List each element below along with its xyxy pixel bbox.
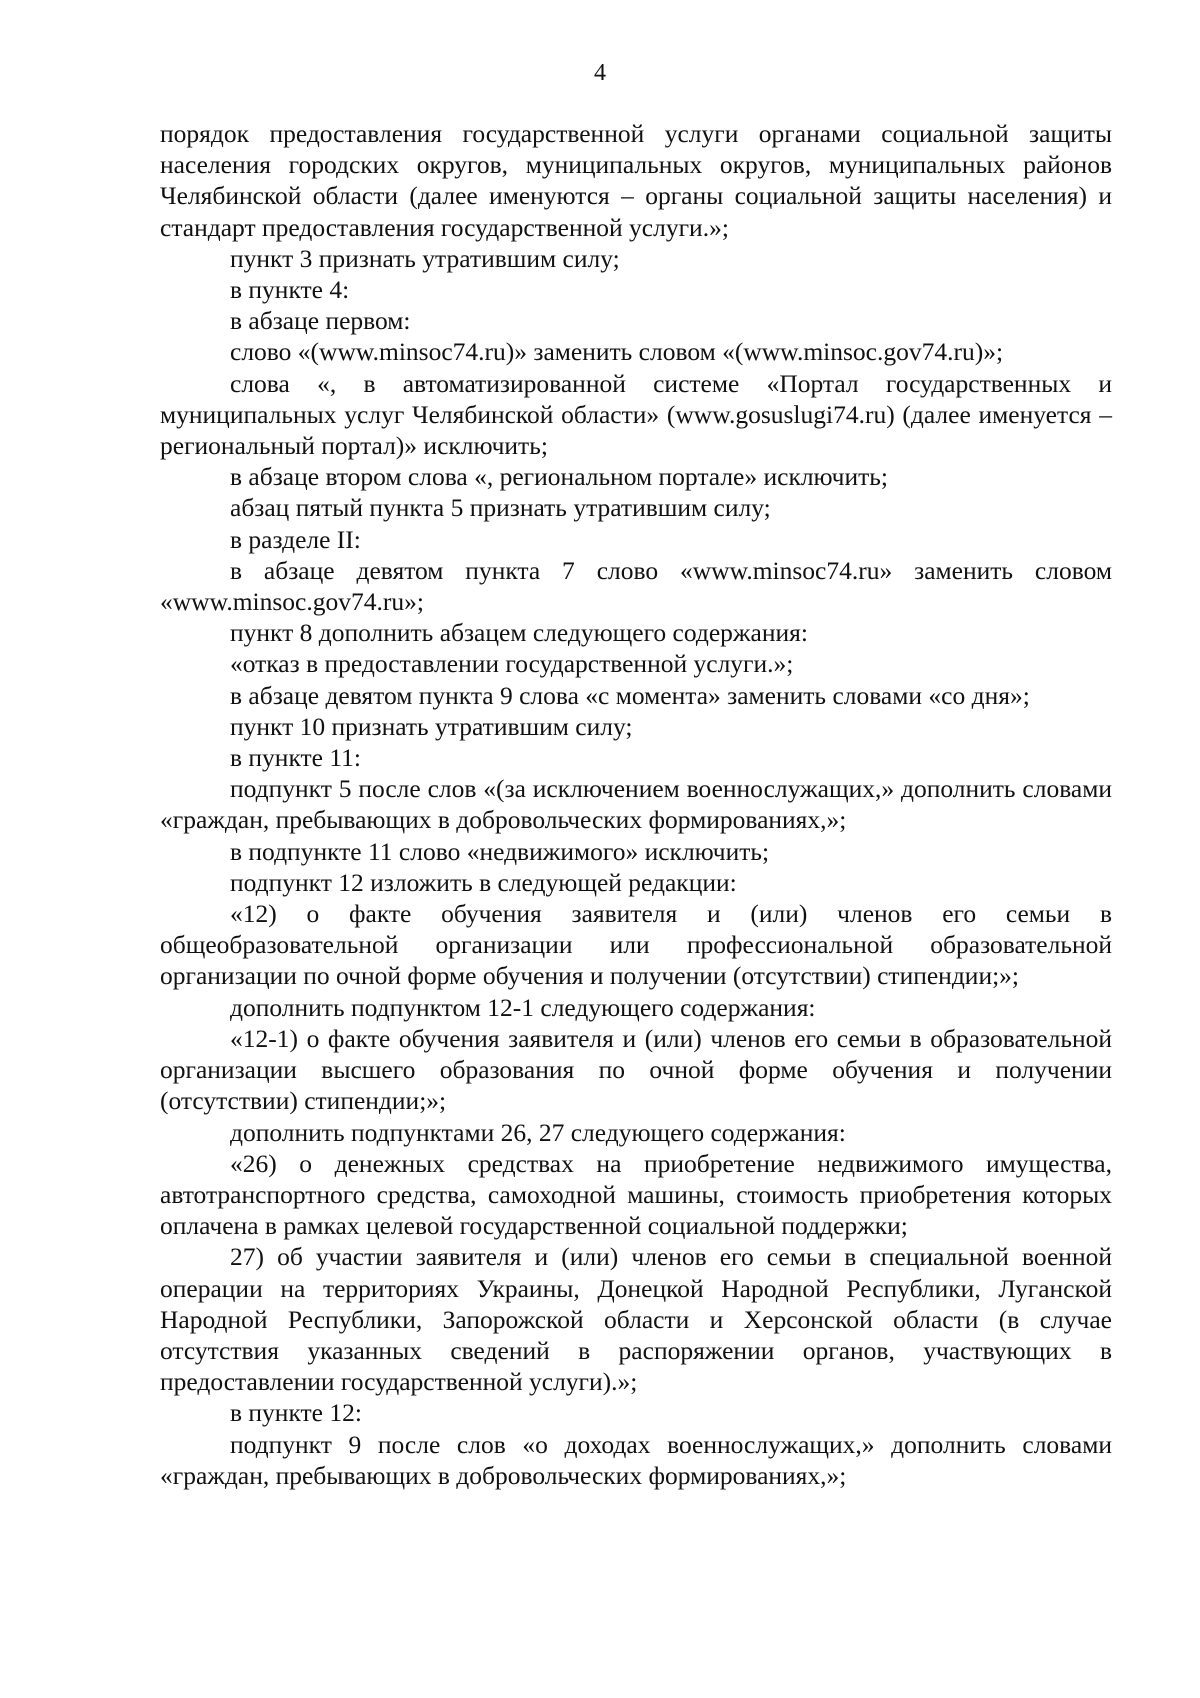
paragraph-14: пункт 10 признать утратившим силу; <box>230 711 633 741</box>
paragraph-6: слова «, в автоматизированной системе «Портал государственных и муниципальных услуг Челябинской области» (www.gosuslugi74.ru) (далее именуется – региональный портал)» исключить; <box>160 368 1112 461</box>
paragraph-18: подпункт 12 изложить в следующей редакции: <box>230 867 737 897</box>
paragraph-1: порядок предоставления государственной услуги органами социальной защиты населения городских округов, муниципальных округов, муниципальных районов Челябинской области (далее именуются – органы социальной защиты населения) и стандарт предоставления государственной услуги.»; <box>160 119 1112 242</box>
paragraph-22: дополнить подпунктами 26, 27 следующего содержания: <box>230 1117 846 1147</box>
paragraph-24: 27) об участии заявителя и (или) членов его семьи в специальной военной операции на территориях Украины, Донецкой Народной Республики, Луганской Народной Республики, Запорожской области и Херсонской области (в случае отсутствия указанных сведений в распоряжении органов, участвующих в предоставлении государственной услуги).»; <box>160 1242 1112 1397</box>
paragraph-2: пункт 3 признать утратившим силу; <box>230 243 620 273</box>
page-number: 4 <box>594 60 606 86</box>
paragraph-11: пункт 8 дополнить абзацем следующего содержания: <box>230 618 808 648</box>
paragraph-26: подпункт 9 после слов «о доходах военнослужащих,» дополнить словами «граждан, пребывающих в добровольческих формированиях,»; <box>160 1429 1112 1490</box>
paragraph-7: в абзаце втором слова «, региональном портале» исключить; <box>230 462 888 492</box>
paragraph-5: слово «(www.minsoc74.ru)» заменить словом «(www.minsoc.gov74.ru)»; <box>230 337 1004 367</box>
paragraph-13: в абзаце девятом пункта 9 слова «с момента» заменить словами «со дня»; <box>230 680 1030 710</box>
paragraph-17: в подпункте 11 слово «недвижимого» исключить; <box>230 836 770 866</box>
paragraph-23: «26) о денежных средствах на приобретение недвижимого имущества, автотранспортного средства, самоходной машины, стоимость приобретения которых оплачена в рамках целевой государственной социальной поддержки; <box>160 1148 1112 1241</box>
paragraph-4: в абзаце первом: <box>230 306 411 336</box>
paragraph-9: в разделе II: <box>230 524 361 554</box>
paragraph-16: подпункт 5 после слов «(за исключением военнослужащих,» дополнить словами «граждан, пребывающих в добровольческих формированиях,»; <box>160 774 1112 835</box>
paragraph-19: «12) о факте обучения заявителя и (или) членов его семьи в общеобразовательной организации или профессиональной образовательной организации по очной форме обучения и получении (отсутствии) стипендии;»; <box>160 899 1112 991</box>
paragraph-20: дополнить подпунктом 12-1 следующего содержания: <box>230 992 816 1022</box>
paragraph-10: в абзаце девятом пункта 7 слово «www.minsoc74.ru» заменить словом «www.minsoc.gov74.ru»; <box>160 555 1112 617</box>
paragraph-3: в пункте 4: <box>230 275 350 305</box>
paragraph-21: «12-1) о факте обучения заявителя и (или) членов его семьи в образовательной организации высшего образования по очной форме обучения и получении (отсутствии) стипендии;»; <box>160 1023 1112 1116</box>
paragraph-25: в пункте 12: <box>230 1398 362 1428</box>
paragraph-12: «отказ в предоставлении государственной услуги.»; <box>230 649 794 679</box>
paragraph-8: абзац пятый пункта 5 признать утратившим силу; <box>230 493 771 523</box>
paragraph-15: в пункте 11: <box>230 743 361 773</box>
document-body <box>160 118 1112 1491</box>
